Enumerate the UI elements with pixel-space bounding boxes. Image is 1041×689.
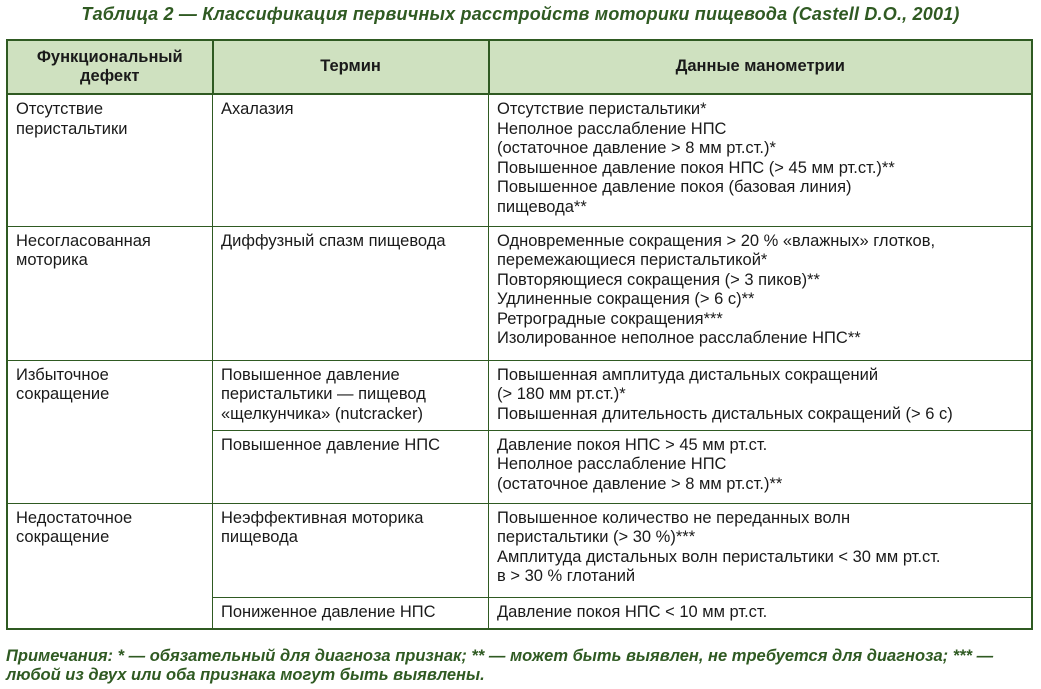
manometry-line: перистальтики (> 30 %)*** xyxy=(497,528,696,546)
defect-cell: Несогласованная моторика xyxy=(7,226,213,360)
manometry-line: Повышенная длительность дистальных сокращений (> 6 с) xyxy=(497,404,953,423)
manometry-cell xyxy=(489,360,1033,430)
manometry-line: Неполное расслабление НПС xyxy=(497,119,727,138)
header-row xyxy=(7,40,1032,94)
header-functional-defect: Функциональный дефект xyxy=(7,40,213,94)
manometry-cell xyxy=(489,597,1033,629)
manometry-line: (> 180 мм рт.ст.)* xyxy=(497,385,626,403)
manometry-line: Повышенное давление покоя НПС (> 45 мм рт.ст.)** xyxy=(497,158,895,177)
defect-cell: Отсутствие перистальтики xyxy=(7,94,213,226)
classification-table xyxy=(6,39,1033,630)
manometry-line: (остаточное давление > 8 мм рт.ст.)** xyxy=(497,474,783,493)
manometry-line: Повторяющиеся сокращения (> 3 пиков)** xyxy=(497,270,820,289)
manometry-cell xyxy=(489,94,1033,226)
manometry-line: пищевода** xyxy=(497,197,587,216)
table-row xyxy=(7,94,1032,226)
manometry-line: Повышенное давление покоя (базовая линия) xyxy=(497,178,852,196)
defect-cell: Недостаточное сокращение xyxy=(7,503,213,629)
manometry-line: (остаточное давление > 8 мм рт.ст.)* xyxy=(497,139,776,157)
term-cell: Повышенное давление перистальтики — пищевод «щелкунчика» (nutcracker) xyxy=(213,360,489,430)
manometry-line: Ретроградные сокращения*** xyxy=(497,309,723,328)
term-cell: Повышенное давление НПС xyxy=(213,430,489,503)
manometry-line: Отсутствие перистальтики* xyxy=(497,100,707,118)
table-title: Таблица 2 — Классификация первичных расстройств моторики пищевода (Castell D.O., 2001) xyxy=(81,4,960,24)
defect-cell: Избыточное сокращение xyxy=(7,360,213,503)
manometry-line: Удлиненные сокращения (> 6 с)** xyxy=(497,290,755,308)
table-row xyxy=(7,360,1032,430)
manometry-cell xyxy=(489,226,1033,360)
manometry-cell xyxy=(489,503,1033,597)
manometry-line: Давление покоя НПС < 10 мм рт.ст. xyxy=(497,602,768,621)
header-manometry-data: Данные манометрии xyxy=(489,40,1033,94)
term-cell: Неэффективная моторика пищевода xyxy=(213,503,489,597)
manometry-cell xyxy=(489,430,1033,503)
manometry-line: Изолированное неполное расслабление НПС** xyxy=(497,329,861,347)
table-row xyxy=(7,503,1032,597)
manometry-line: Повышенная амплитуда дистальных сокращений xyxy=(497,365,879,384)
term-cell: Пониженное давление НПС xyxy=(213,597,489,629)
manometry-line: Амплитуда дистальных волн перистальтики < 30 мм рт.ст. xyxy=(497,547,941,566)
manometry-line: в > 30 % глотаний xyxy=(497,567,636,585)
manometry-line: Неполное расслабление НПС xyxy=(497,455,727,473)
header-term: Термин xyxy=(213,40,489,94)
table-notes: Примечания: * — обязательный для диагноза признак; ** — может быть выявлен, не требуется для диагноза; *** — любой из двух или оба признака могут быть выявлены. xyxy=(6,647,994,684)
manometry-line: перемежающиеся перистальтикой* xyxy=(497,251,768,269)
manometry-line: Давление покоя НПС > 45 мм рт.ст. xyxy=(497,435,768,454)
table-row xyxy=(7,226,1032,360)
manometry-line: Одновременные сокращения > 20 % «влажных» глотков, xyxy=(497,231,936,250)
term-cell: Диффузный спазм пищевода xyxy=(213,226,489,360)
manometry-line: Повышенное количество не переданных волн xyxy=(497,508,851,527)
term-cell: Ахалазия xyxy=(213,94,489,226)
